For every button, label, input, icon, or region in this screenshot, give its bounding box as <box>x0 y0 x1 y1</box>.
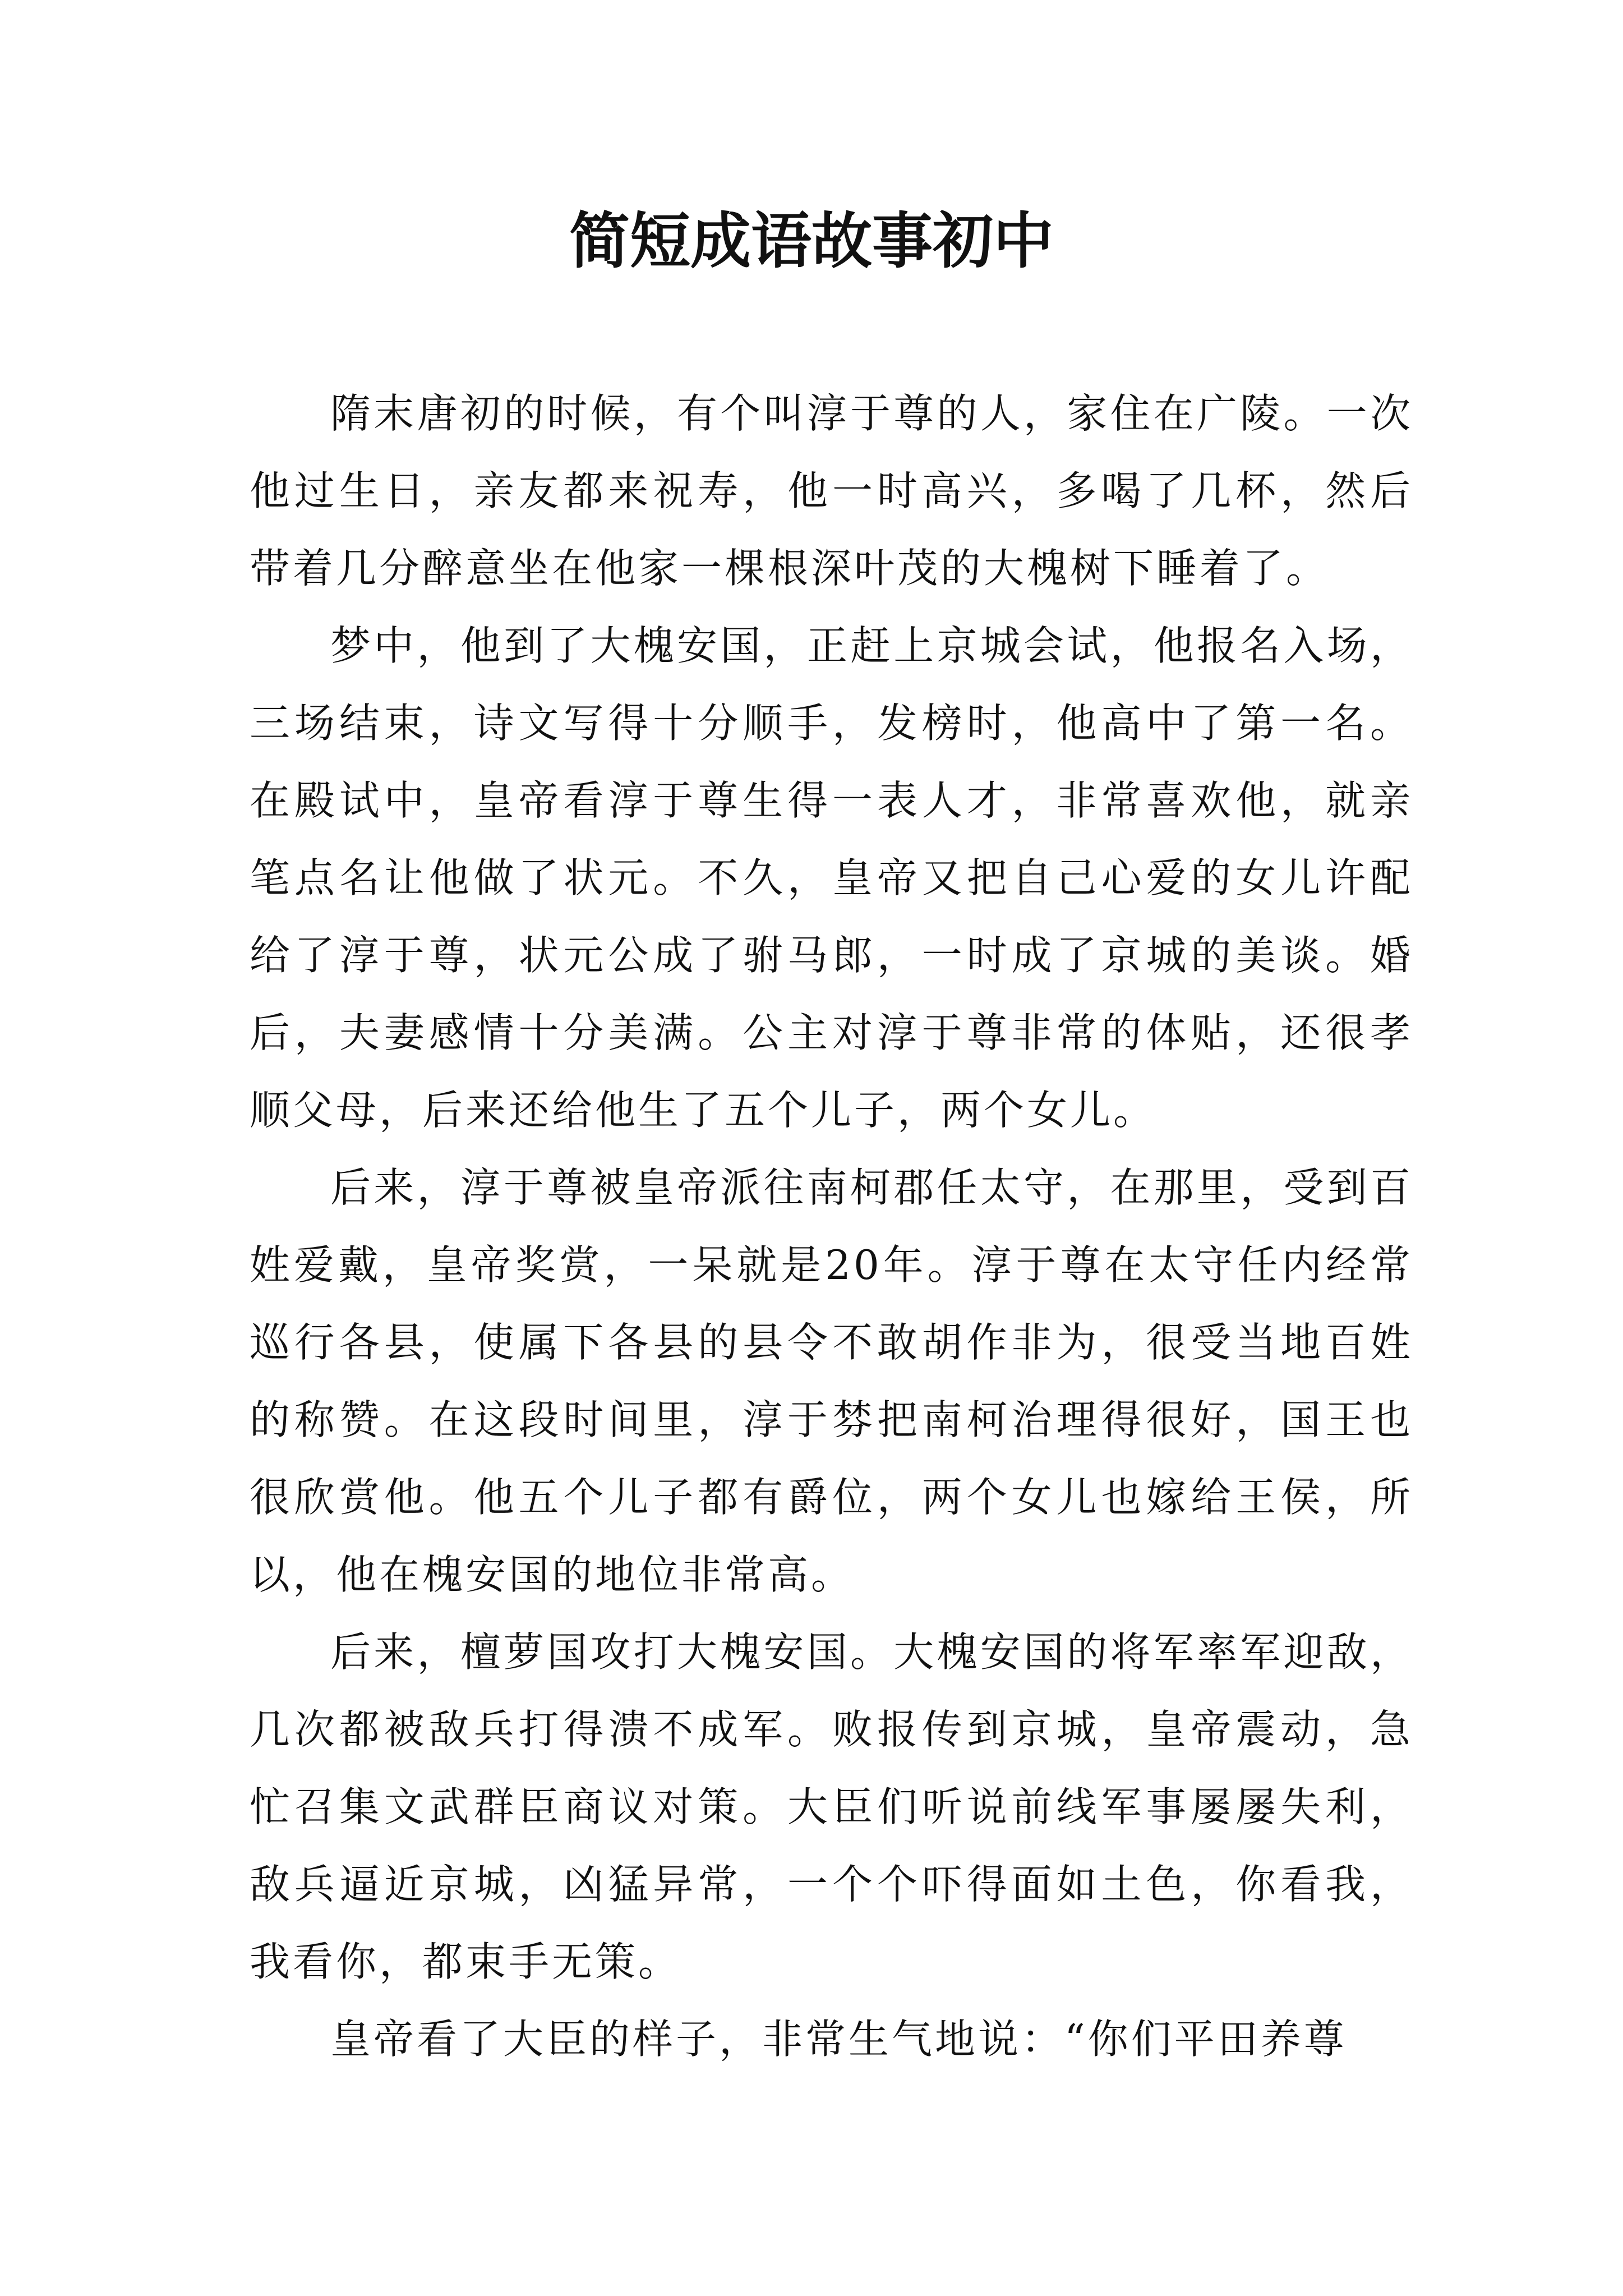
paragraph: 隋末唐初的时候，有个叫淳于尊的人，家住在广陵。一次他过生日，亲友都来祝寿，他一时高兴，多喝了几杯，然后带着几分醉意坐在他家一棵根深叶茂的大槐树下睡着了。 <box>250 390 1413 592</box>
paragraph: 后来，淳于尊被皇帝派往南柯郡任太守，在那里，受到百姓爱戴，皇帝奖赏，一呆就是20年。淳于尊在太守任内经常巡行各县，使属下各县的县令不敢胡作非为，很受当地百姓的称赞。在这段时间里，淳于棼把南柯治理得很好，国王也很欣赏他。他五个儿子都有爵位，两个女儿也嫁给王侯，所以，他在槐安国的地位非常高。 <box>250 1164 1413 1598</box>
paragraph: 梦中，他到了大槐安国，正赶上京城会试，他报名入场，三场结束，诗文写得十分顺手，发榜时，他高中了第一名。在殿试中，皇帝看淳于尊生得一表人才，非常喜欢他，就亲笔点名让他做了状元。不久，皇帝又把自己心爱的女儿许配给了淳于尊，状元公成了驸马郎，一时成了京城的美谈。婚后，夫妻感情十分美满。公主对淳于尊非常的体贴，还很孝顺父母，后来还给他生了五个儿子，两个女儿。 <box>250 622 1413 1134</box>
document-body <box>250 375 1413 2078</box>
paragraph: 后来，檀萝国攻打大槐安国。大槐安国的将军率军迎敌，几次都被敌兵打得溃不成军。败报传到京城，皇帝震动，急忙召集文武群臣商议对策。大臣们听说前线军事屡屡失利，敌兵逼近京城，凶猛异常，一个个吓得面如土色，你看我，我看你，都束手无策。 <box>250 1628 1413 1985</box>
document-title: 简短成语故事初中 <box>569 206 1054 277</box>
paragraph: 皇帝看了大臣的样子，非常生气地说：“你们平田养尊 <box>330 2016 1347 2063</box>
